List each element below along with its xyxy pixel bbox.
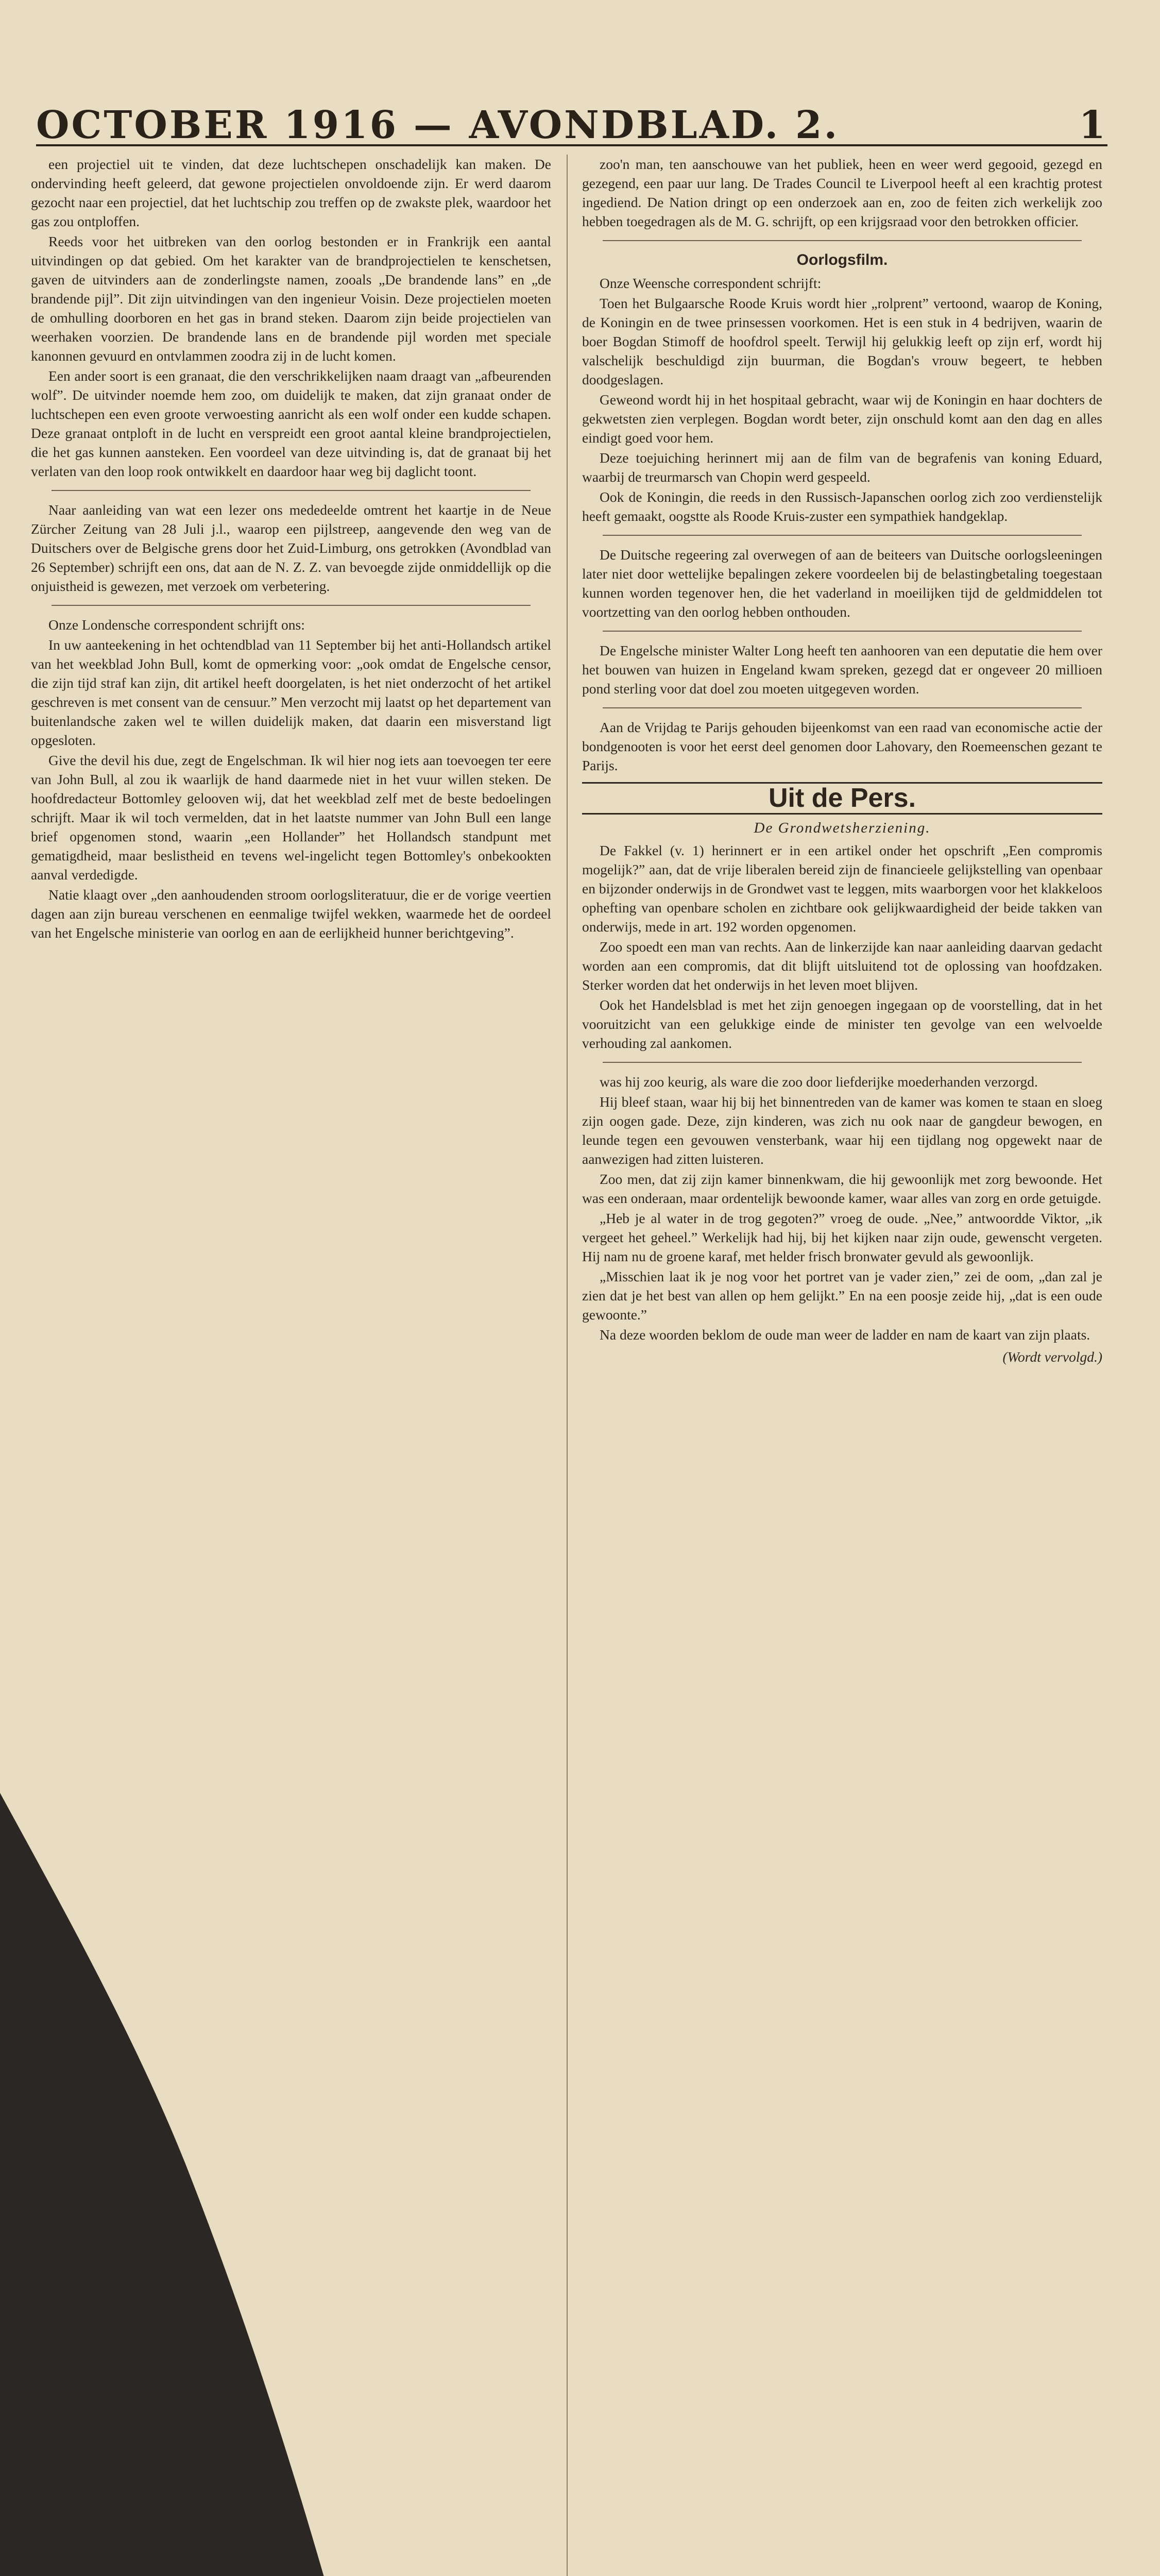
paragraph: zoo'n man, ten aanschouwe van het publiek, heen en weer werd gegooid, gezegd en gezegend, een paar uur lang. De Trades Council te Liverpool heeft al een krachtig protest ingediend. De Nation dringt op een onderzoek aan en, zoo de feiten zich werkelijk zoo hebben toegedragen als de M. G. schrijft, op een krijgsraad voor den betrokken officier.	[582, 156, 1102, 229]
paragraph: De Engelsche minister Walter Long heeft ten aanhooren van een deputatie die hem over het bouwen van huizen in Engeland kwam spreken, gezegd dat er ongeveer 20 millioen pond sterling voor dat doel zou moeten uitgegeven worden.	[582, 642, 1102, 697]
paragraph: In uw aanteekening in het ochtendblad van 11 September bij het anti-Hollandsch artikel van het weekblad John Bull, komt de opmerking voor: „ook omdat de Engelsche censor, die zijn tijd straf kan zijn, dit artikel heeft doorgelaten, is het niet onderzocht of het artikel geschreven is met consent van de censuur.” Men verzocht mij laatst op het departement van buitenlandsche zaken wel te willen duidelijk maken, dat daarin een misverstand ligt opgesloten.	[31, 637, 551, 748]
paragraph: Onze Londensche correspondent schrijft ons:	[48, 617, 305, 633]
paragraph: De Fakkel (v. 1) herinnert er in een artikel onder het opschrift „Een compromis mogelijk?” aan, dat de vrije liberalen bereid zijn de financieele gelijkstelling van openbaar en bijzonder onderwijs in de Grondwet vast te leggen, mits waarborgen voor het klakkeloos ophefting van openbare scholen en zichtbare ook gelijkwaardigheid der beide takken van onderwijs, mede in art. 192 worden opgenomen.	[582, 842, 1102, 935]
divider	[603, 535, 1082, 536]
right-column	[582, 155, 1102, 2576]
press-subtitle: De Grondwetsherziening.	[754, 820, 931, 836]
divider	[52, 490, 531, 491]
section-title-uit-de-pers: Uit de Pers.	[582, 782, 1102, 815]
paragraph: Naar aanleiding van wat een lezer ons mededeelde omtrent het kaartje in de Neue Zürcher Zeitung van 28 Juli j.l., waarop een pijlstreep, aangevende den weg van de Duitschers over de Belgische grens door het Zuid-Limburg, ons getrokken (Avondblad van 26 September) schrijft een ons, dat aan de N. Z. Z. van bevoegde zijde onmiddellijk op die onjuistheid is gewezen, met verzoek om verbetering.	[31, 502, 551, 594]
paragraph: Na deze woorden beklom de oude man weer de ladder en nam de kaart van zijn plaats.	[600, 1327, 1090, 1343]
header-title: OCTOBER 1916 — AVONDBLAD. 2.	[36, 103, 840, 146]
page-header	[36, 103, 1107, 146]
paragraph: Toen het Bulgaarsche Roode Kruis wordt hier „rolprent” vertoond, waarop de Koning, de Koningin en de twee prinsessen voorkomen. Het is een stuk in 4 bedrijven, waarin de boer Bogdan Stimoff de hoofdrol speelt. Terwijl hij gelukkig leeft op zijn erf, wordt hij valschelijk beschuldigd zijn buurman, die Bogdan's vrouw begeert, te hebben doodgeslagen.	[582, 295, 1102, 387]
paragraph: Onze Weensche correspondent schrijft:	[600, 275, 822, 291]
paragraph: een projectiel uit te vinden, dat deze luchtschepen onschadelijk kan maken. De ondervinding heeft geleerd, dat gewone projectielen onvoldoende zijn. Er werd daarom gezocht naar een projectiel, dat het luchtschip zou treffen op de zwakste plek, waardoor het gas zou ontploffen.	[31, 156, 551, 229]
paragraph: De Duitsche regeering zal overwegen of aan de beiteers van Duitsche oorlogsleeningen later niet door wettelijke bepalingen zekere voordeelen bij de belastingbetaling toegestaan kunnen worden tegenover hen, die het vaderland in moeilijken tijd de geldmiddelen tot voortzetting van den oorlog hebben onthouden.	[582, 547, 1102, 620]
paragraph: Give the devil his due, zegt de Engelschman. Ik wil hier nog iets aan toevoegen ter eere van John Bull, al zou ik waarlijk de hand daarmede niet in het vuur willen steken. De hoofdredacteur Bottomley gelooven wij, dat het weekblad zelf met de beste bedoelingen schrijft. Maar ik wil toch vermelden, dat in het laatste nummer van John Bull een lange brief opgenomen stond, waarin „een Hollander” het Hollandsch standpunt met gematigdheid, maar beslistheid en tevens wel-ingelicht tegen Bottomley's onbekookten aanval verdedigde.	[31, 752, 551, 883]
paragraph: Zoo men, dat zij zijn kamer binnenkwam, die hij gewoonlijk met zorg bewoonde. Het was een onderaan, maar ordentelijk bewoonde kamer, waar alles van zorg en orde getuigde.	[582, 1171, 1102, 1206]
page-mark: 1	[1079, 103, 1107, 146]
paragraph: Geweond wordt hij in het hospitaal gebracht, waar wij de Koningin en haar dochters de gekwetsten zien verplegen. Bogdan wordt beter, zijn onschuld komt aan den dag en alles eindigt goed voor hem.	[582, 392, 1102, 446]
paragraph: Ook de Koningin, die reeds in den Russisch-Japanschen oorlog zich zoo verdienstelijk heeft gemaakt, oogstte als Roode Kruis-zuster een sympathiek handgeklap.	[582, 489, 1102, 524]
divider	[603, 1062, 1082, 1063]
column-divider	[567, 155, 568, 2576]
divider	[603, 631, 1082, 632]
continuation-note: (Wordt vervolgd.)	[1002, 1349, 1102, 1365]
paragraph: Een ander soort is een granaat, die den verschrikkelijken naam draagt van „afbeurenden wolf”. De uitvinder noemde hem zoo, om duidelijk te maken, dat zijn granaat onder de luchtschepen een even groote verwoesting aanricht als een wolf onder een kudde schapen. Deze granaat ontploft in de lucht en verspreidt een groot aantal kleine brandprojectielen, die het gas kunnen aansteken. Een voordeel van deze uitvinding is, dat de granaat bij het verlaten van den loop rook ontwikkelt en daardoor haar weg bij daglicht toont.	[31, 368, 551, 479]
paragraph: „Misschien laat ik je nog voor het portret van je vader zien,” zei de oom, „dan zal je zien dat je het best van allen op hem gelijkt.” En na een poosje zeide hij, „dat is een oude gewoonte.”	[582, 1268, 1102, 1323]
left-column	[31, 155, 551, 2576]
paragraph: Deze toejuiching herinnert mij aan de film van de begrafenis van koning Eduard, waarbij de treurmarsch van Chopin werd gespeeld.	[582, 450, 1102, 485]
divider	[603, 240, 1082, 241]
section-title-oorlogsfilm: Oorlogsfilm.	[796, 251, 888, 268]
paragraph: Reeds voor het uitbreken van den oorlog bestonden er in Frankrijk een aantal uitvindingen op dat gebied. Om het karakter van de brandprojectielen te kenschetsen, gaven de uitvinders aan de zonderlingste namen, zooals „De brandende lans” en „de brandende pijl”. Dit zijn uitvindingen van den ingenieur Voisin. Deze projectielen moeten de omhulling doorboren en het gas in brand steken. Daarom zijn beide projectielen van weerhaken voorzien. De brandende lans en de brandende pijl worden met speciale kanonnen gevuurd en ontvlammen zoodra zij in de lucht komen.	[31, 233, 551, 364]
divider	[603, 707, 1082, 708]
paragraph: Aan de Vrijdag te Parijs gehouden bijeenkomst van een raad van economische actie der bondgenooten is voor het eerst deel genomen door Lahovary, den Roemeenschen gezant te Parijs.	[582, 719, 1102, 773]
paragraph: „Heb je al water in de trog gegoten?” vroeg de oude. „Nee,” antwoordde Viktor, „ik vergeet het geheel.” Werkelijk had hij, bij het kijken naar zijn oude, gewenscht vergeten. Hij nam nu de groene karaf, met helder frisch bronwater gevuld als gewoonlijk.	[582, 1210, 1102, 1264]
paragraph: Hij bleef staan, waar hij bij het binnentreden van de kamer was komen te staan en sloeg zijn oogen gade. Deze, zijn kinderen, was zich nu ook naar de gangdeur bewogen, en leunde tegen een gevouwen vensterbank, waar hij een tijdlang nog opgewekt naar de aanwezigen had zitten luisteren.	[582, 1094, 1102, 1167]
divider	[52, 605, 531, 606]
paragraph: Ook het Handelsblad is met het zijn genoegen ingegaan op de voorstelling, dat in het vooruitzicht van een gelukkige einde de minister ten gevolge van een welvoelde verhouding zal aankomen.	[582, 997, 1102, 1051]
paragraph: was hij zoo keurig, als ware die zoo door liefderijke moederhanden verzorgd.	[600, 1074, 1038, 1090]
paragraph: Natie klaagt over „den aanhoudenden stroom oorlogsliteratuur, die er de vorige veertien dagen aan zijn bureau verschenen en eenmalige twijfel wekken, waarmede het de oordeel van het Engelsche ministerie van oorlog en aan de eerlijkheid hunner berichtgeving”.	[31, 887, 551, 941]
paragraph: Zoo spoedt een man van rechts. Aan de linkerzijde kan naar aanleiding daarvan gedacht worden aan een compromis, dat dit blijft uitsluitend tot de oplossing van hoofdzaken. Sterker worden dat het onderwijs in het leven moet blijven.	[582, 939, 1102, 993]
